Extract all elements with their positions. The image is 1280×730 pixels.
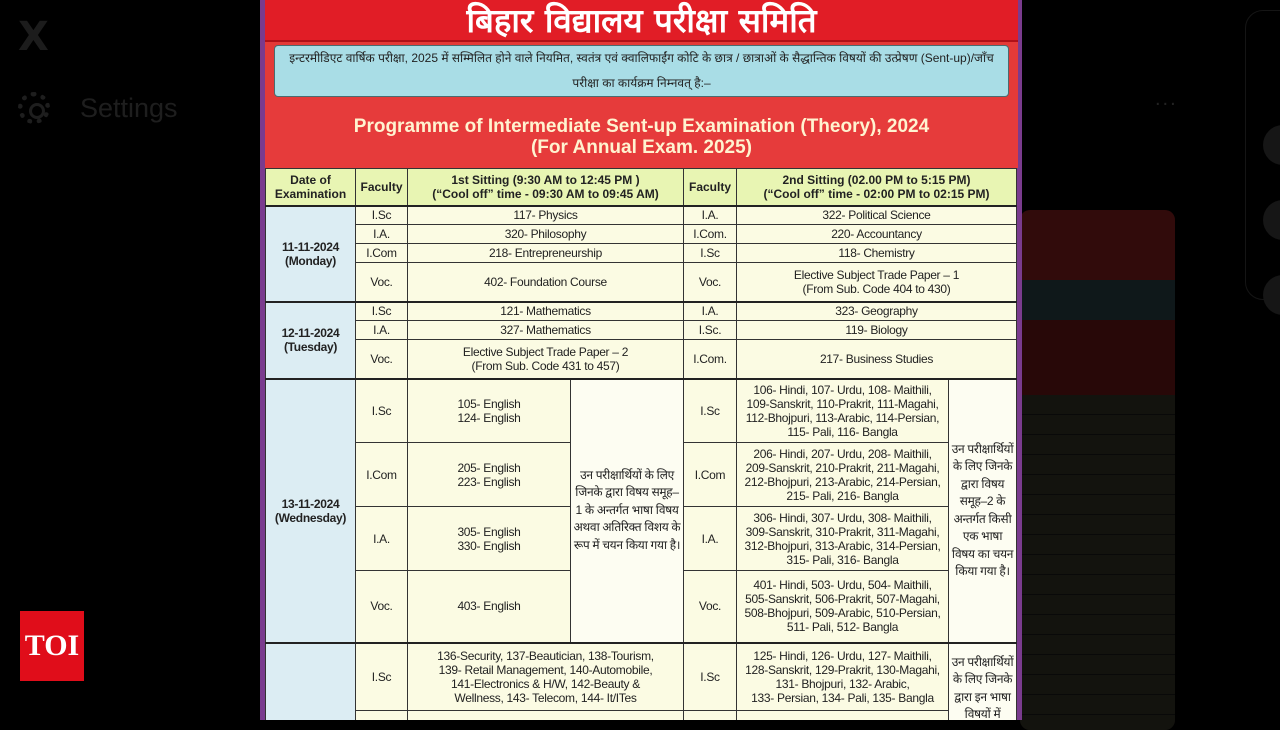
subject-cell: 119- Biology [737, 321, 1017, 340]
header-faculty-1: Faculty [356, 169, 408, 206]
note-cell: उन परीक्षार्थियों के लिए जिनके द्वारा इन भाषा विषयों में [949, 643, 1017, 721]
exam-schedule-image [260, 0, 1022, 720]
faculty-cell: I.A. [356, 225, 408, 244]
faculty-cell: I.Sc [684, 244, 737, 263]
faculty-cell: Voc. [356, 263, 408, 302]
table-row [266, 340, 1017, 379]
faculty-cell: I.Sc [684, 643, 737, 711]
table-row [266, 321, 1017, 340]
toi-logo: TOI [20, 611, 84, 681]
poster-title: बिहार विद्यालय परीक्षा समिति [265, 0, 1018, 42]
faculty-cell: I.Sc. [684, 321, 737, 340]
exam-date-cell: 11-11-2024 (Monday) [266, 206, 356, 302]
faculty-cell: I.Com. [684, 340, 737, 379]
subject-cell: 206- Hindi, 207- Urdu, 208- Maithili, 209-Sanskrit, 210-Prakrit, 211-Magahi, 212-Bhojpuri, 213-Arabic, 214-Persian, 215- Pali, 216- Bangla [737, 443, 949, 507]
subject-cell: 323- Geography [737, 302, 1017, 321]
schedule-table [265, 168, 1017, 720]
blurred-background-image [1020, 210, 1175, 730]
subject-cell: 218- Entrepreneurship [408, 244, 684, 263]
subject-cell: Elective Subject Trade Paper – 2 (From Sub. Code 431 to 457) [408, 340, 684, 379]
faculty-cell: I.Sc [356, 379, 408, 443]
programme-heading [265, 100, 1018, 168]
faculty-cell: Voc. [684, 263, 737, 302]
table-row [266, 244, 1017, 263]
settings-label: Settings [80, 92, 178, 123]
table-row [266, 379, 1017, 443]
header-sitting-1: 1st Sitting (9:30 AM to 12:45 PM ) (“Cool off” time - 09:30 AM to 09:45 AM) [408, 169, 684, 206]
faculty-cell: Voc. [684, 571, 737, 643]
subject-cell: 327- Mathematics [408, 321, 684, 340]
subject-cell: 305- English 330- English [408, 507, 571, 571]
subject-cell: 125- Hindi, 126- Urdu, 127- Maithili, 128-Sanskrit, 129-Prakrit, 130-Magahi, 131- Bhojpuri, 132- Arabic, 133- Persian, 134- Pali, 135- Bangla [737, 643, 949, 711]
subject-cell: 217- Business Studies [737, 340, 1017, 379]
table-row [266, 206, 1017, 225]
settings-link[interactable] [18, 92, 178, 124]
subject-cell: 402- Foundation Course [408, 263, 684, 302]
table-row [266, 643, 1017, 711]
exam-date-cell: 12-11-2024 (Tuesday) [266, 302, 356, 379]
table-row [266, 263, 1017, 302]
table-row [266, 225, 1017, 244]
faculty-cell: I.Com [356, 443, 408, 507]
faculty-cell: I.Sc [356, 302, 408, 321]
note-cell: उन परीक्षार्थियों के लिए जिनके द्वारा विषय समूह–2 के अन्तर्गत किसी एक भाषा विषय का चयन किया गया है। [949, 379, 1017, 643]
subject-cell [408, 711, 684, 721]
subject-cell: 117- Physics [408, 206, 684, 225]
subject-cell: 121- Mathematics [408, 302, 684, 321]
faculty-cell: I.A. [356, 507, 408, 571]
faculty-cell: I.A. [684, 507, 737, 571]
faculty-cell: I.Com. [684, 225, 737, 244]
faculty-cell [356, 711, 408, 721]
programme-line2: (For Annual Exam. 2025) [530, 137, 753, 158]
subject-cell: 306- Hindi, 307- Urdu, 308- Maithili, 309-Sanskrit, 310-Prakrit, 311-Magahi, 312-Bhojpuri, 313-Arabic, 314-Persian, 315- Pali, 316- Bangla [737, 507, 949, 571]
subject-cell: 401- Hindi, 503- Urdu, 504- Maithili, 505-Sanskrit, 506-Prakrit, 507-Magahi, 508-Bhojpuri, 509-Arabic, 510-Persian, 511- Pali, 512- Bangla [737, 571, 949, 643]
faculty-cell: I.Sc [356, 206, 408, 225]
x-logo-icon[interactable]: X [18, 14, 49, 60]
subject-cell: 106- Hindi, 107- Urdu, 108- Maithili, 109-Sanskrit, 110-Prakrit, 111-Magahi, 112-Bhojpuri, 113-Arabic, 114-Persian, 115- Pali, 116- Bangla [737, 379, 949, 443]
header-date: Date of Examination [266, 169, 356, 206]
faculty-cell: I.Sc [684, 379, 737, 443]
faculty-cell [684, 711, 737, 721]
faculty-cell: Voc. [356, 571, 408, 643]
subject-cell: 320- Philosophy [408, 225, 684, 244]
subject-cell: 118- Chemistry [737, 244, 1017, 263]
header-faculty-2: Faculty [684, 169, 737, 206]
subject-cell: 136-Security, 137-Beautician, 138-Tourism, 139- Retail Management, 140-Automobile, 141-Electronics & H/W, 142-Beauty & Wellness, 143- Telecom, 144- It/ITes [408, 643, 684, 711]
faculty-cell: I.A. [356, 321, 408, 340]
exam-date-cell: 13-11-2024 (Wednesday) [266, 379, 356, 643]
table-row [266, 711, 1017, 721]
subject-cell: 220- Accountancy [737, 225, 1017, 244]
intro-text: इन्टरमीडिएट वार्षिक परीक्षा, 2025 में सम्मिलित होने वाले नियमित, स्वतंत्र एवं क्वालिफाईंग कोटि के छात्र / छात्राओं के सैद्धान्तिक विषयों की उत्प्रेषण (Sent-up)/जाँच परीक्षा का कार्यक्रम निम्नवत् है:– [274, 45, 1009, 97]
faculty-cell: I.A. [684, 206, 737, 225]
faculty-cell: Voc. [356, 340, 408, 379]
subject-cell: Elective Subject Trade Paper – 1 (From Sub. Code 404 to 430) [737, 263, 1017, 302]
subject-cell: 403- English [408, 571, 571, 643]
faculty-cell: I.Com [356, 244, 408, 263]
gear-icon [18, 92, 50, 124]
programme-line1: Programme of Intermediate Sent-up Examination (Theory), 2024 [353, 116, 930, 137]
subject-cell: 322- Political Science [737, 206, 1017, 225]
header-sitting-2: 2nd Sitting (02.00 PM to 5:15 PM) (“Cool off” time - 02:00 PM to 02:15 PM) [737, 169, 1017, 206]
exam-date-cell [266, 643, 356, 721]
table-row [266, 302, 1017, 321]
subject-cell [737, 711, 949, 721]
subject-cell: 105- English 124- English [408, 379, 571, 443]
faculty-cell: I.A. [684, 302, 737, 321]
note-cell: उन परीक्षार्थियों के लिए जिनके द्वारा विषय समूह–1 के अन्तर्गत भाषा विषय अथवा अतिरिक्त विशय के रूप में चयन किया गया है। [571, 379, 684, 643]
faculty-cell: I.Com [684, 443, 737, 507]
faculty-cell: I.Sc [356, 643, 408, 711]
more-options-icon[interactable]: ... [1155, 88, 1178, 110]
subject-cell: 205- English 223- English [408, 443, 571, 507]
